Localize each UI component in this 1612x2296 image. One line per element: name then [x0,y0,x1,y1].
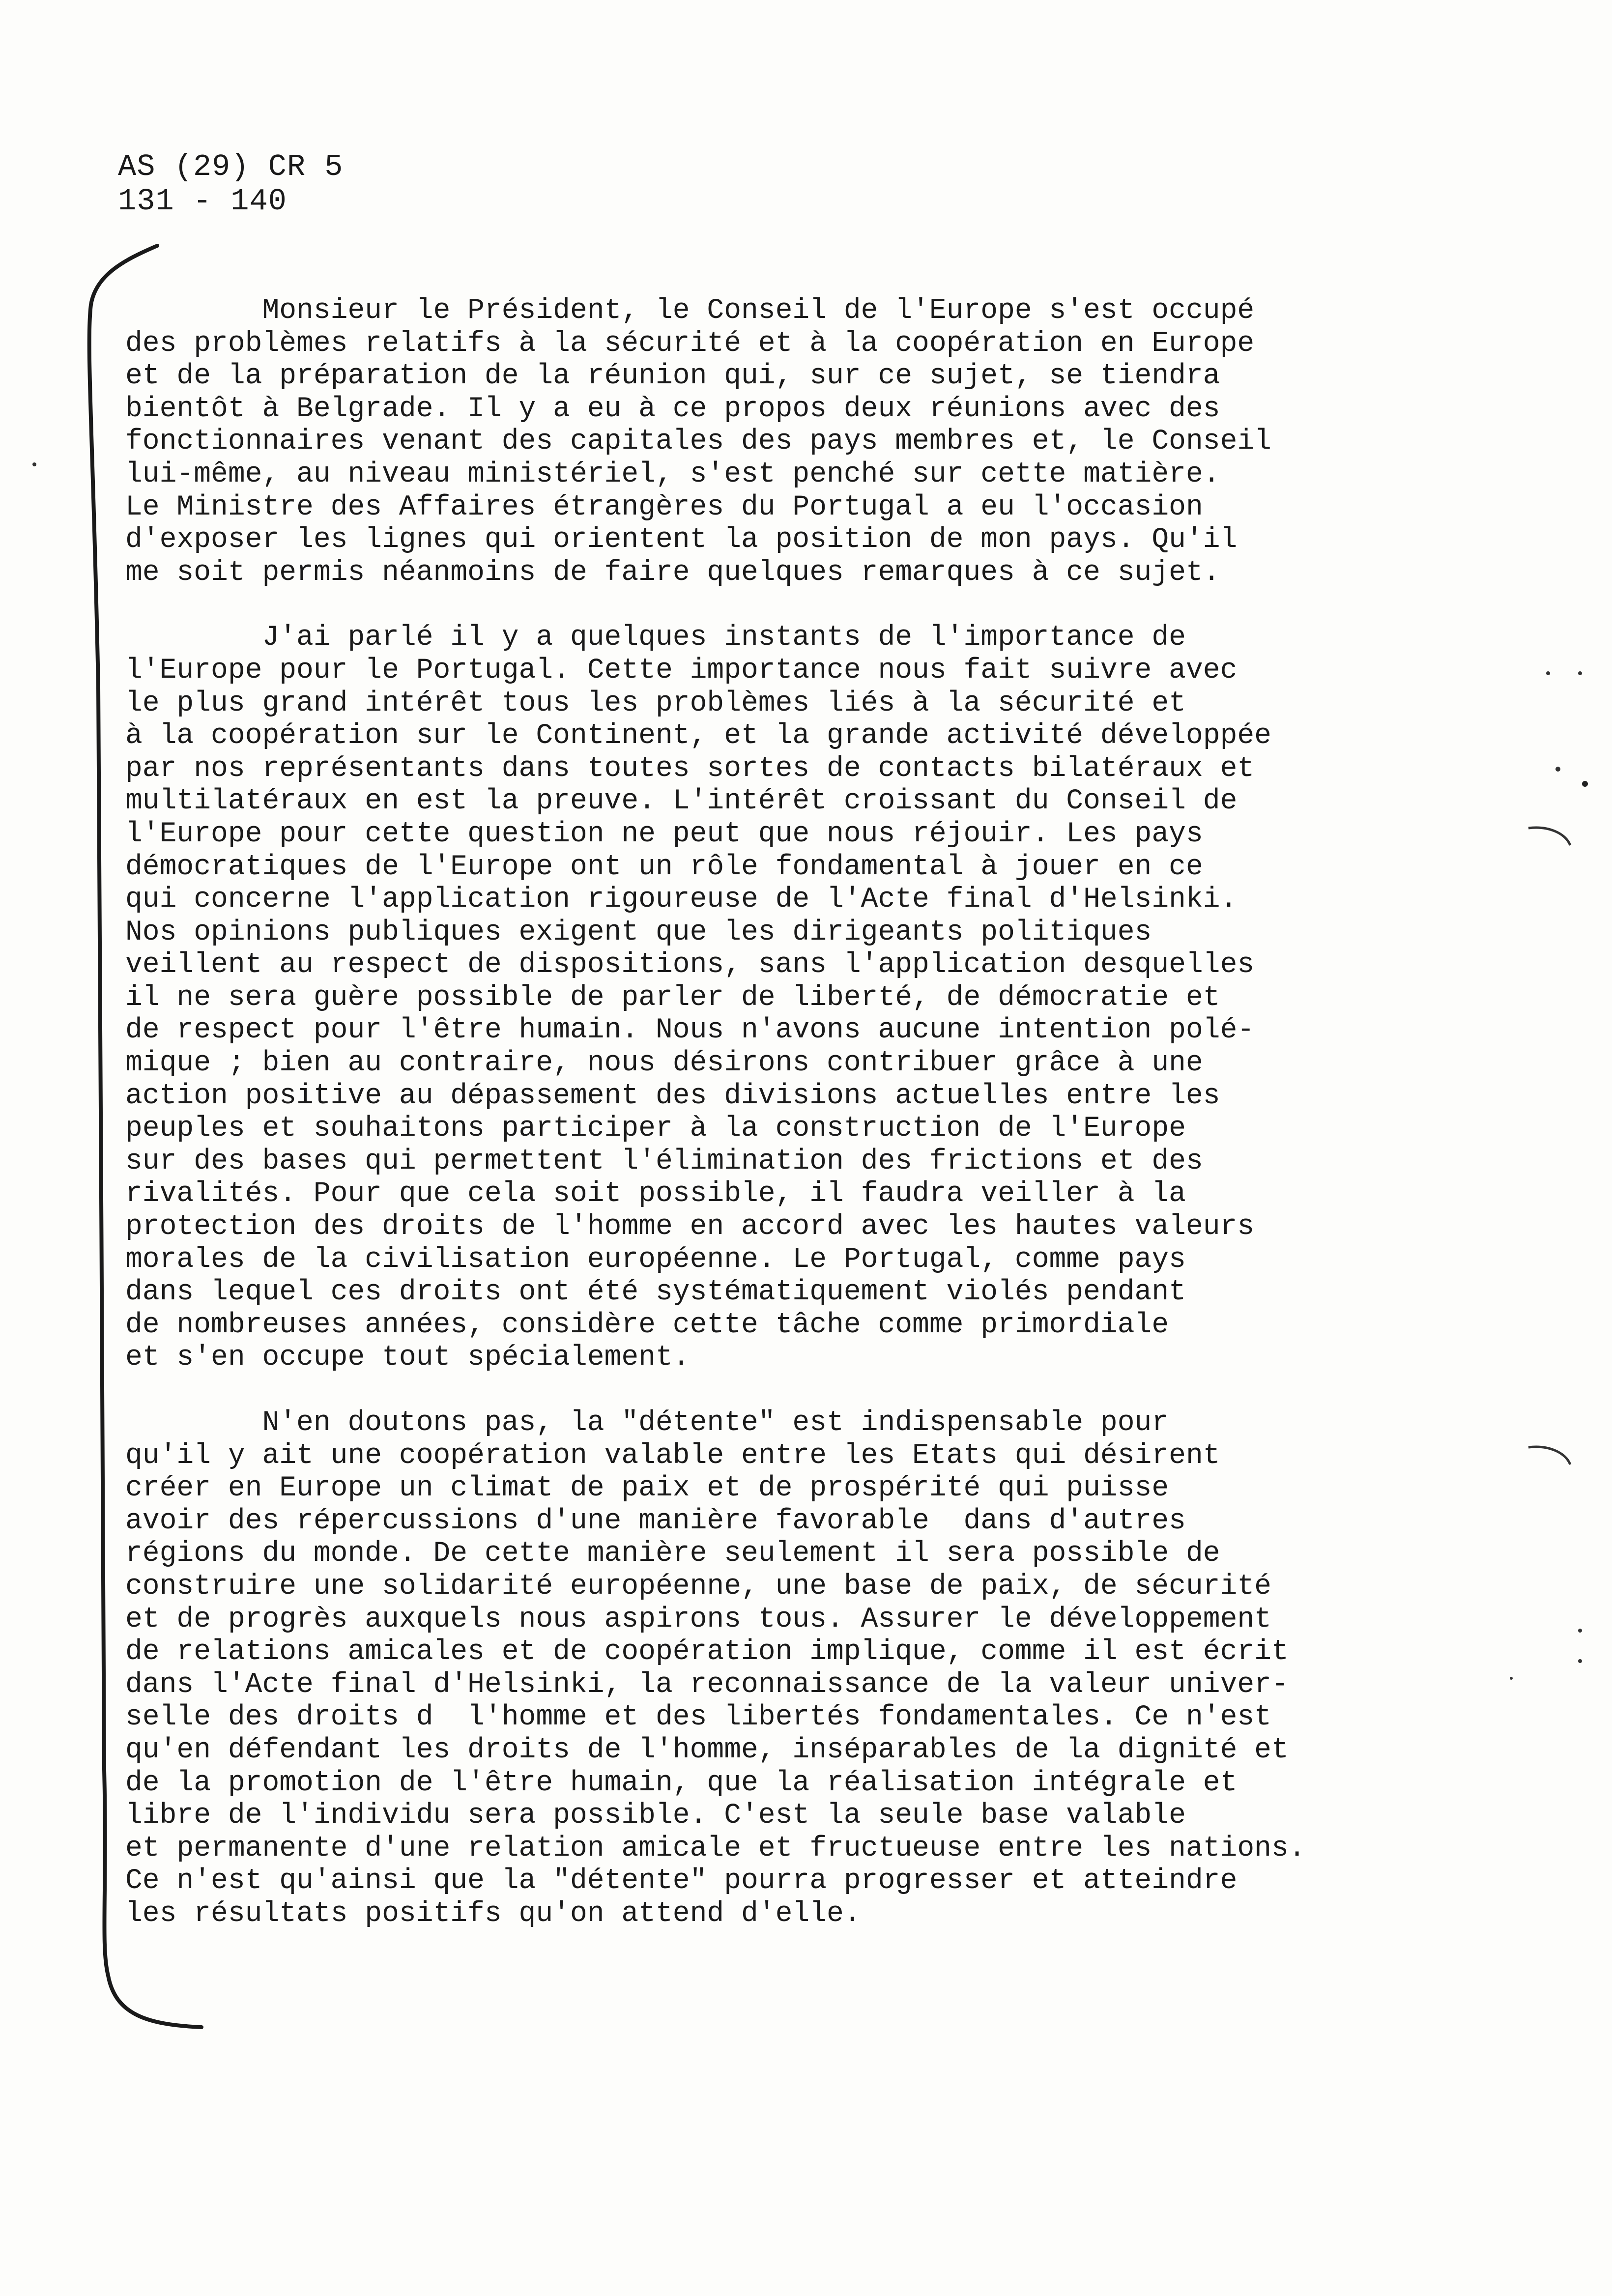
text-line: Nos opinions publiques exigent que les dirigeants politiques [125,916,1152,948]
document-reference [118,150,343,219]
text-line: de relations amicales et de coopération implique, comme il est écrit [125,1636,1289,1668]
text-line: le plus grand intérêt tous les problèmes liés à la sécurité et [125,687,1186,719]
text-line: selle des droits d l'homme et des libertés fondamentales. Ce n'est [125,1701,1271,1734]
text-line: il ne sera guère possible de parler de liberté, de démocratie et [125,981,1220,1014]
text-line: l'Europe pour cette question ne peut que nous réjouir. Les pays [125,818,1203,850]
reference-code: AS (29) CR 5 [118,149,344,184]
text-line: morales de la civilisation européenne. Le Portugal, comme pays [125,1243,1186,1276]
paragraph-2 [125,622,1501,1375]
text-line: Le Ministre des Affaires étrangères du Portugal a eu l'occasion [125,491,1203,523]
text-line: action positive au dépassement des divisions actuelles entre les [125,1080,1220,1112]
text-line: et de progrès auxquels nous aspirons tous. Assurer le développement [125,1603,1271,1636]
text-line: veillent au respect de dispositions, sans l'application desquelles [125,949,1255,981]
text-line: J'ai parlé il y a quelques instants de l'importance de [125,622,1186,654]
text-line: à la coopération sur le Continent, et la grande activité développée [125,720,1271,752]
text-line: dans l'Acte final d'Helsinki, la reconnaissance de la valeur univer- [125,1668,1289,1701]
text-line: l'Europe pour le Portugal. Cette importance nous fait suivre avec [125,654,1238,687]
paragraph-1 [125,295,1501,589]
text-line: démocratiques de l'Europe ont un rôle fondamental à jouer en ce [125,851,1203,883]
text-line: rivalités. Pour que cela soit possible, il faudra veiller à la [125,1178,1186,1210]
text-line: qu'en défendant les droits de l'homme, inséparables de la dignité et [125,1734,1289,1766]
text-line: libre de l'individu sera possible. C'est la seule base valable [125,1800,1186,1832]
text-line: Ce n'est qu'ainsi que la "détente" pourra progresser et atteindre [125,1865,1238,1897]
text-line: sur des bases qui permettent l'élimination des frictions et des [125,1145,1203,1177]
paragraph-3 [125,1407,1501,1931]
text-line: régions du monde. De cette manière seulement il sera possible de [125,1538,1220,1570]
document-body [125,295,1501,1963]
text-line: me soit permis néanmoins de faire quelques remarques à ce sujet. [125,556,1220,589]
text-line: dans lequel ces droits ont été systématiquement violés pendant [125,1276,1186,1309]
text-line: de nombreuses années, considère cette tâche comme primordiale [125,1309,1169,1341]
text-line: les résultats positifs qu'on attend d'elle. [125,1897,861,1930]
text-line: créer en Europe un climat de paix et de prospérité qui puisse [125,1472,1169,1505]
text-line: qui concerne l'application rigoureuse de l'Acte final d'Helsinki. [125,884,1238,916]
text-line: avoir des répercussions d'une manière favorable dans d'autres [125,1505,1186,1537]
text-line: qu'il y ait une coopération valable entre les Etats qui désirent [125,1439,1220,1472]
text-line: N'en doutons pas, la "détente" est indispensable pour [125,1407,1169,1439]
text-line: lui-même, au niveau ministériel, s'est penché sur cette matière. [125,458,1220,490]
text-line: peuples et souhaitons participer à la construction de l'Europe [125,1113,1186,1145]
text-line: de la promotion de l'être humain, que la réalisation intégrale et [125,1767,1238,1799]
reference-pages: 131 - 140 [118,184,287,219]
text-line: et de la préparation de la réunion qui, sur ce sujet, se tiendra [125,360,1220,393]
text-line: Monsieur le Président, le Conseil de l'Europe s'est occupé [125,295,1255,327]
text-line: bientôt à Belgrade. Il y a eu à ce propos deux réunions avec des [125,393,1220,425]
text-line: d'exposer les lignes qui orientent la position de mon pays. Qu'il [125,524,1238,556]
text-line: multilatéraux en est la preuve. L'intérêt croissant du Conseil de [125,785,1238,818]
text-line: des problèmes relatifs à la sécurité et à la coopération en Europe [125,327,1255,360]
text-line: et permanente d'une relation amicale et fructueuse entre les nations. [125,1832,1306,1865]
text-line: fonctionnaires venant des capitales des pays membres et, le Conseil [125,426,1271,458]
text-line: de respect pour l'être humain. Nous n'avons aucune intention polé- [125,1014,1255,1047]
text-line: et s'en occupe tout spécialement. [125,1342,690,1374]
text-line: construire une solidarité européenne, une base de paix, de sécurité [125,1570,1271,1603]
text-line: par nos représentants dans toutes sortes de contacts bilatéraux et [125,752,1255,785]
text-line: mique ; bien au contraire, nous désirons contribuer grâce à une [125,1047,1203,1080]
text-line: protection des droits de l'homme en accord avec les hautes valeurs [125,1211,1255,1243]
